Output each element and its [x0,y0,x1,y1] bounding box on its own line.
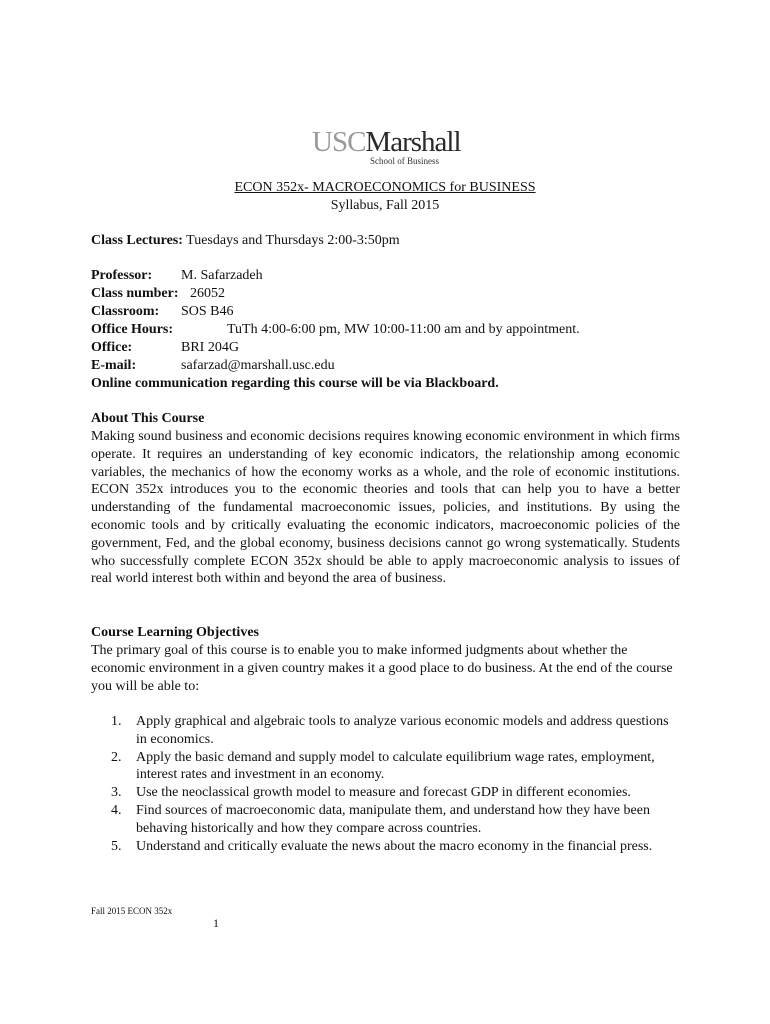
office-hours-value: TuTh 4:00-6:00 pm, MW 10:00-11:00 am and by appointment. [227,322,580,337]
office-row [91,339,132,357]
about-heading: About This Course [91,411,205,426]
professor-row [91,267,152,285]
logo-usc-text: USC [312,126,366,158]
class-number-value: 26052 [190,286,225,301]
logo-subtitle: School of Business [370,156,440,166]
class-number-row [91,285,179,303]
list-item [91,802,680,838]
email-row [91,357,136,375]
info-label: Office: [91,340,133,355]
list-item [91,749,680,785]
class-lectures-row [91,232,400,250]
objectives-intro: The primary goal of this course is to enable you to make informed judgments about whether the economic environment in a given country makes it a good place to do business. At the end of the course you will be able to: [91,643,673,694]
class-lectures-value: Tuesdays and Thursdays 2:00-3:50pm [186,233,400,248]
class-lectures-label: Class Lectures: [91,233,183,248]
email-value: safarzad@marshall.usc.edu [181,358,335,373]
logo-wordmark [312,125,461,159]
professor-value: M. Safarzadeh [181,268,263,283]
page-number: 1 [213,916,219,930]
info-label: Classroom: [91,304,160,319]
online-communication-note: Online communication regarding this course will be via Blackboard. [91,376,499,391]
about-paragraph: Making sound business and economic decisions requires knowing economic environment in which firms operate. It requires an understanding of key economic indicators, the relationship among economic variables, the mechanics of how the economy works as a whole, and the role of economic institutions. ECON 352x introduces you to the economic theories and tools that can help you to have a better understanding of the fundamental macroeconomic issues, policies, and institutions. By using the economic tools and by critically evaluating the economic indicators, macroeconomic policies of the government, Fed, and the global economy, business decisions cannot go wrong systematically. Students who successfully complete ECON 352x should be able to apply macroeconomic analysis to issues of real world interest both within and beyond the area of business. [91,429,680,587]
info-label: Professor: [91,268,153,283]
usc-marshall-logo [312,125,472,167]
list-item-number: 1. [111,714,122,729]
list-item-text: Understand and critically evaluate the news about the macro economy in the financial press. [136,838,653,854]
info-label: Class number: [91,286,179,301]
objectives-heading: Course Learning Objectives [91,625,259,640]
office-hours-row [91,321,173,339]
info-label: E-mail: [91,358,137,373]
course-title-text: ECON 352x- MACROECONOMICS for BUSINESS [234,180,536,195]
list-item-number: 3. [111,785,122,801]
info-label: Office Hours: [91,322,174,337]
list-item [91,784,680,802]
list-item [91,838,680,856]
classroom-value: SOS B46 [181,304,234,319]
syllabus-subtitle: Syllabus, Fall 2015 [330,198,440,213]
objectives-list [91,713,680,855]
list-item-number: 2. [111,749,122,765]
list-item-text: Use the neoclassical growth model to measure and forecast GDP in different economies. [136,785,631,801]
list-item-number: 4. [111,802,122,818]
list-item [91,713,680,749]
office-value: BRI 204G [181,340,239,355]
list-item-text: Find sources of macroeconomic data, manipulate them, and understand how they have been behaving historically and how they compare across countries. [136,802,650,836]
list-item-text: Apply graphical and algebraic tools to analyze various economic models and address questions in economics. [136,714,669,747]
logo-marshall-text: Marshall [365,126,461,158]
list-item-text: Apply the basic demand and supply model to calculate equilibrium wage rates, employment, interest rates and investment in an economy. [136,749,655,783]
footer-note: Fall 2015 ECON 352x [91,906,173,916]
list-item-number: 5. [111,838,122,854]
course-title [0,179,770,197]
classroom-row [91,303,159,321]
